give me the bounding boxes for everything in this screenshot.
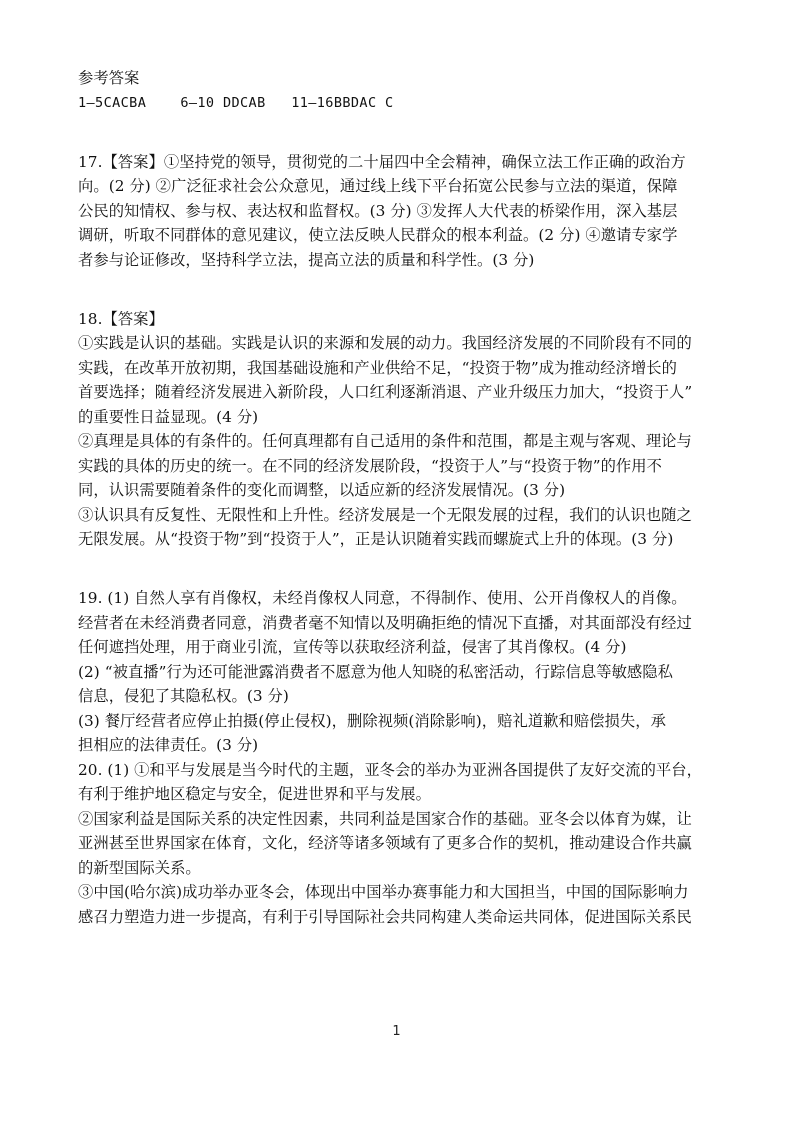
paragraph-line: 同，认识需要随着条件的变化而调整，以适应新的经济发展情况。(3 分) [78,481,566,499]
paragraph-line: 有利于维护地区稳定与安全，促进世界和平与发展。 [78,785,431,803]
multiple-choice-answers: 1—5CACBA 6—10 DDCAB 11—16BBDAC C [78,94,394,111]
spacer [78,297,718,307]
paragraph-line: 17.【答案】①坚持党的领导，贯彻党的二十届四中全会精神，确保立法工作正确的政治方 [78,152,686,171]
paragraph-line: 向。(2 分) ②广泛征求社会公众意见，通过线上线下平台拓宽公民参与立法的渠道，保障 [78,177,678,195]
paragraph-line: 调研，听取不同群体的意见建议，使立法反映人民群众的根本利益。(2 分) ④邀请专家学 [78,226,678,244]
paragraph-line: 首要选择；随着经济发展进入新阶段，人口红利逐渐消退、产业升级压力加大，“投资于人” [78,383,693,401]
answer-17 [78,150,718,273]
paragraph-line: ③认识具有反复性、无限性和上升性。经济发展是一个无限发展的过程，我们的认识也随之 [78,505,692,524]
paragraph-line: 20. (1) ①和平与发展是当今时代的主题，亚冬会的举办为亚洲各国提供了友好交流的平台， [78,760,702,779]
paragraph-line: 信息，侵犯了其隐私权。(3 分) [78,687,289,705]
paragraph-line: ①实践是认识的基础。实践是认识的来源和发展的动力。我国经济发展的不同阶段有不同的 [78,334,692,352]
paragraph-line: 者参与论证修改，坚持科学立法，提高立法的质量和科学性。(3 分) [78,250,535,269]
paragraph-line: 经营者在未经消费者同意，消费者毫不知情以及明确拒绝的情况下直播，对其面部没有经过 [78,613,692,632]
spacer [78,576,718,586]
paragraph-line: ②国家利益是国际关系的决定性因素，共同利益是国家合作的基础。亚冬会以体育为媒，让 [78,809,692,828]
paragraph-line: 的重要性日益显现。(4 分) [78,407,259,426]
paragraph-line: ②真理是具体的有条件的。任何真理都有自己适用的条件和范围，都是主观与客观、理论与 [78,432,692,450]
spacer [78,272,718,297]
paragraph-line: 实践，在改革开放初期，我国基础设施和产业供给不足，“投资于物”成为推动经济增长的 [78,358,677,377]
paragraph-line: 无限发展。从“投资于物”到“投资于人”，正是认识随着实践而螺旋式上升的体现。(3 分) [78,530,674,548]
document-body [78,66,718,929]
answer-19 [78,586,718,758]
section-title: 参考答案 [78,69,140,87]
paragraph-line: (3) 餐厅经营者应停止拍摄(停止侵权)，删除视频(消除影响)，赔礼道歉和赔偿损失，承 [78,711,666,730]
page-number: 1 [392,1024,401,1039]
paragraph-line: 实践的具体的历史的统一。在不同的经济发展阶段，“投资于人”与“投资于物”的作用不 [78,456,662,475]
paragraph-line: 任何遮挡处理，用于商业引流，宣传等以获取经济利益，侵害了其肖像权。(4 分) [78,638,627,656]
answer-18 [78,307,718,552]
paragraph-heading: 18.【答案】 [78,309,164,328]
paragraph-line: 的新型国际关系。 [78,858,201,877]
paragraph-line: ③中国(哈尔滨)成功举办亚冬会，体现出中国举办赛事能力和大国担当，中国的国际影响力 [78,883,689,901]
spacer [78,115,718,140]
paragraph-line: 担相应的法律责任。(3 分) [78,736,259,754]
paragraph-line: 感召力塑造力进一步提高，有利于引导国际社会共同构建人类命运共同体，促进国际关系民 [78,907,692,926]
paragraph-line: 19. (1) 自然人享有肖像权，未经肖像权人同意，不得制作、使用、公开肖像权人的肖像。 [78,589,687,607]
paragraph-line: 亚洲甚至世界国家在体育，文化，经济等诸多领域有了更多合作的契机，推动建设合作共赢 [78,834,692,852]
spacer [78,552,718,577]
paragraph-line: 公民的知情权、参与权、表达权和监督权。(3 分) ③发挥人大代表的桥梁作用，深入基层 [78,201,678,220]
spacer [78,140,718,150]
answer-20 [78,758,718,930]
paragraph-line: (2) “被直播”行为还可能泄露消费者不愿意为他人知晓的私密活动，行踪信息等敏感隐私 [78,662,673,681]
